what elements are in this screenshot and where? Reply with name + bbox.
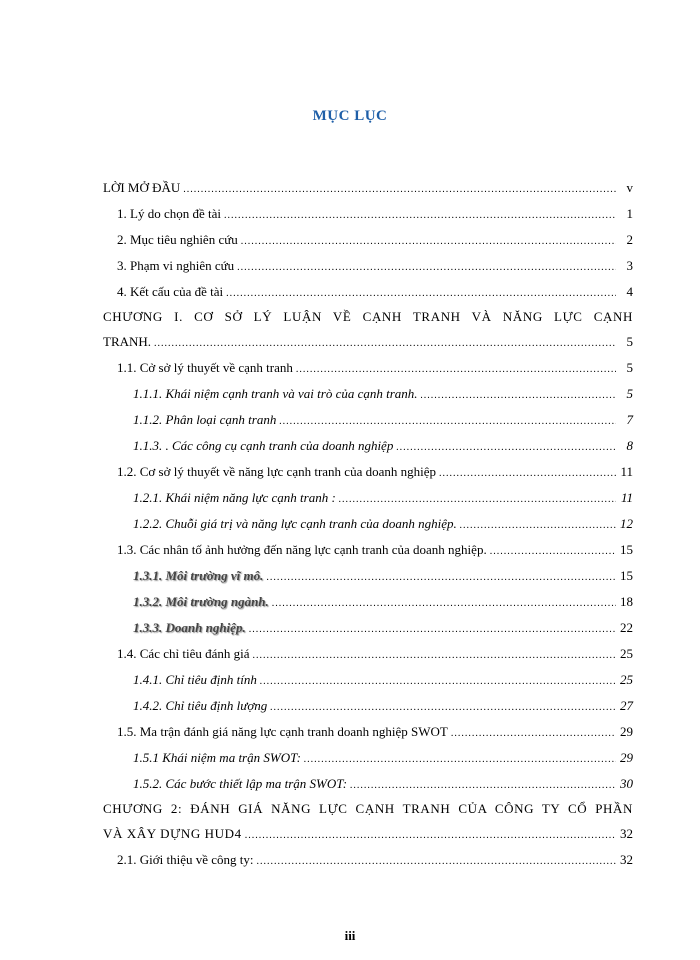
toc-entry-label: 1.3.3. Doanh nghiệp. <box>133 620 246 635</box>
toc-chapter-1-heading[interactable]: CHƯƠNG I. CƠ SỞ LÝ LUẬN VỀ CẠNH TRANH VÀ NĂNG LỰC CẠNH <box>103 309 633 324</box>
toc-entry[interactable] <box>133 489 633 507</box>
dot-leader <box>266 569 616 587</box>
toc-entry[interactable] <box>133 697 633 715</box>
toc-entry-page: 7 <box>626 412 633 427</box>
toc-entry[interactable] <box>117 231 633 249</box>
toc-entry-label: 1.4. Các chỉ tiêu đánh giá <box>117 646 250 661</box>
toc-entry-page: 8 <box>626 438 633 453</box>
toc-entry-label: 1. Lý do chọn đề tài <box>117 206 221 221</box>
dot-leader <box>260 673 616 691</box>
toc-entry-page: 27 <box>620 698 633 713</box>
toc-entry[interactable] <box>133 619 633 637</box>
toc-entry[interactable] <box>117 205 633 223</box>
toc-entry-page: 5 <box>626 334 633 349</box>
toc-entry-page: 15 <box>620 568 633 583</box>
toc-entry-label: 1.5. Ma trận đánh giá năng lực cạnh tranh doanh nghiệp SWOT <box>117 724 448 739</box>
toc-entry-page: 12 <box>620 516 633 531</box>
toc-entry-page: v <box>626 180 633 195</box>
toc-entry-label: 1.1.1. Khái niệm cạnh tranh và vai trò của cạnh tranh. <box>133 386 418 401</box>
toc-entry-label: LỜI MỞ ĐẦU <box>103 180 181 195</box>
toc-entry-label: 3. Phạm vi nghiên cứu <box>117 258 235 273</box>
toc-entry-page: 32 <box>620 852 633 867</box>
dot-leader <box>237 259 616 277</box>
toc-entry-chapter-1[interactable] <box>103 333 633 351</box>
dot-leader <box>257 853 617 871</box>
toc-entry-page: 5 <box>626 386 633 401</box>
toc-entry-page: 11 <box>620 464 633 479</box>
toc-entry[interactable] <box>133 437 633 455</box>
toc-entry-page: 29 <box>620 750 633 765</box>
toc-entry-intro[interactable] <box>103 179 633 197</box>
dot-leader <box>272 595 616 613</box>
dot-leader <box>226 285 616 303</box>
toc-entry-page: 18 <box>620 594 633 609</box>
toc-entry-label: VÀ XÂY DỰNG HUD4 <box>103 826 242 841</box>
toc-entry-label: 1.3. Các nhân tố ảnh hưởng đến năng lực cạnh tranh của doanh nghiệp. <box>117 542 487 557</box>
page-title: MỤC LỤC <box>312 108 388 124</box>
toc-entry[interactable] <box>117 541 633 559</box>
dot-leader <box>224 207 616 225</box>
toc-entry-page: 5 <box>626 360 633 375</box>
toc-entry-page: 32 <box>620 826 633 841</box>
toc-entry-page: 4 <box>626 284 633 299</box>
dot-leader <box>421 387 616 405</box>
dot-leader <box>490 543 616 561</box>
toc-entry-page: 30 <box>620 776 633 791</box>
toc-entry-page: 15 <box>620 542 633 557</box>
dot-leader <box>245 827 616 845</box>
toc-entry-label: 1.2.1. Khái niệm năng lực cạnh tranh : <box>133 490 336 505</box>
toc-entry[interactable] <box>133 593 633 611</box>
toc-entry-label: 1.4.2. Chỉ tiêu định lượng <box>133 698 268 713</box>
toc-entry[interactable] <box>133 567 633 585</box>
toc-entry[interactable] <box>133 671 633 689</box>
dot-leader <box>439 465 616 483</box>
dot-leader <box>249 621 616 639</box>
toc-entry-label: TRANH. <box>103 334 152 349</box>
toc-entry-label: 4. Kết cấu của đề tài <box>117 284 224 299</box>
toc-entry[interactable] <box>117 723 633 741</box>
toc-entry[interactable] <box>117 283 633 301</box>
dot-leader <box>296 361 616 379</box>
toc-entry-chapter-2[interactable] <box>103 825 633 843</box>
toc-entry-label: 1.1. Cở sở lý thuyết về cạnh tranh <box>117 360 293 375</box>
toc-entry[interactable] <box>133 515 633 533</box>
toc-entry-label: 2. Mục tiêu nghiên cứu <box>117 232 238 247</box>
toc-entry-page: 25 <box>620 672 633 687</box>
dot-leader <box>451 725 616 743</box>
dot-leader <box>396 439 616 457</box>
toc-entry-label: 1.2. Cơ sở lý thuyết về năng lực cạnh tranh của doanh nghiệp <box>117 464 436 479</box>
toc-chapter-2-heading[interactable]: CHƯƠNG 2: ĐÁNH GIÁ NĂNG LỰC CẠNH TRANH CỦA CÔNG TY CỔ PHẦN <box>103 801 633 816</box>
toc-entry[interactable] <box>117 257 633 275</box>
toc-entry[interactable] <box>117 851 633 869</box>
toc-entry-page: 1 <box>626 206 633 221</box>
toc-entry[interactable] <box>117 359 633 377</box>
toc-entry-label: 2.1. Giới thiệu về công ty: <box>117 852 254 867</box>
toc-entry[interactable] <box>117 463 633 481</box>
toc-entry-label: 1.5.1 Khái niệm ma trận SWOT: <box>133 750 301 765</box>
toc-entry-page: 29 <box>620 724 633 739</box>
dot-leader <box>270 699 616 717</box>
toc-entry-page: 3 <box>626 258 633 273</box>
toc-entry[interactable] <box>133 749 633 767</box>
dot-leader <box>183 181 616 199</box>
toc-entry-label: 1.1.2. Phân loại cạnh tranh <box>133 412 277 427</box>
toc-entry-label: 1.1.3. . Các công cụ cạnh tranh của doanh nghiệp <box>133 438 394 453</box>
toc-entry-label: 1.5.2. Các bước thiết lập ma trận SWOT: <box>133 776 348 791</box>
dot-leader <box>350 777 616 795</box>
toc-entry-label: 1.2.2. Chuỗi giá trị và năng lực cạnh tranh của doanh nghiệp. <box>133 516 457 531</box>
dot-leader <box>279 413 616 431</box>
toc-entry-page: 2 <box>626 232 633 247</box>
toc-entry-page: 11 <box>620 490 633 505</box>
toc-entry-label: 1.3.1. Môi trường vĩ mô. <box>133 568 264 583</box>
dot-leader <box>339 491 616 509</box>
toc-entry-page: 22 <box>620 620 633 635</box>
toc-entry[interactable] <box>133 775 633 793</box>
page-number: iii <box>344 928 356 943</box>
toc-entry[interactable] <box>117 645 633 663</box>
dot-leader <box>241 233 616 251</box>
toc-entry-label: 1.4.1. Chỉ tiêu định tính <box>133 672 257 687</box>
toc-entry[interactable] <box>133 411 633 429</box>
toc-entry[interactable] <box>133 385 633 403</box>
dot-leader <box>154 335 616 353</box>
toc-entry-label: 1.3.2. Môi trường ngành. <box>133 594 269 609</box>
dot-leader <box>460 517 616 535</box>
dot-leader <box>304 751 616 769</box>
dot-leader <box>253 647 617 665</box>
toc-entry-page: 25 <box>620 646 633 661</box>
